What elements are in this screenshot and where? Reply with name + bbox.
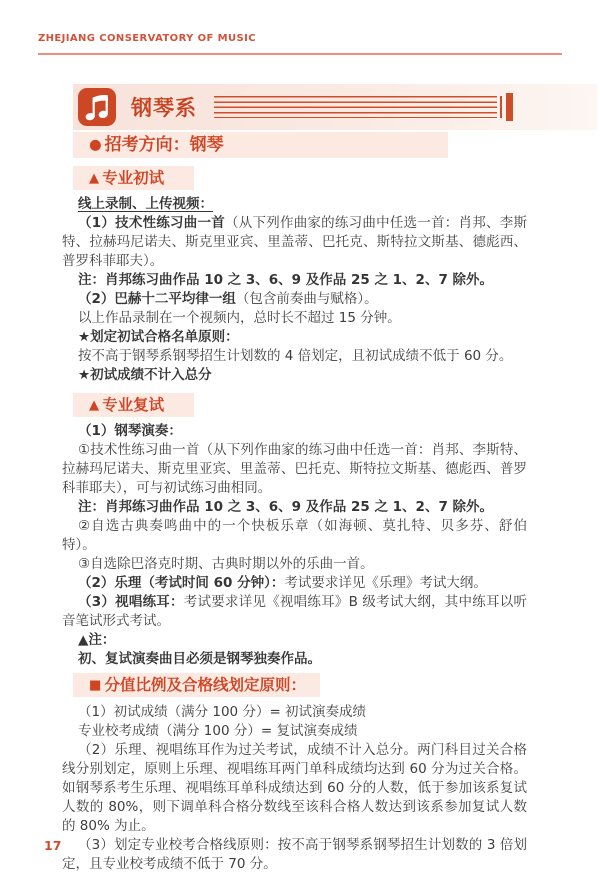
prelim-item-2 [62, 290, 527, 309]
retest-item-2-rest: 考试要求详见《乐理》考试大纲。 [284, 575, 487, 591]
prelim-item-1-rest: （从下列作曲家的练习曲中任选一首：肖邦、李斯特、拉赫玛尼诺夫、斯克里亚宾、里盖蒂、巴托克、斯特拉文斯基、德彪西、普罗科菲耶夫）。 [62, 215, 527, 269]
prelim-item-1-lead: （1）技术性练习曲一首 [78, 215, 226, 231]
retest-heading-bar [73, 393, 194, 417]
prelim-star-rule-detail: 按不高于钢琴系钢琴招生计划数的 4 倍划定，且初试成绩不低于 60 分。 [78, 348, 513, 364]
preliminary-exam-heading: 专业初试 [102, 168, 165, 187]
staff-lines [214, 96, 497, 119]
prelim-note: 注：肖邦练习曲作品 10 之 3、6、9 及作品 25 之 1、2、7 除外。 [78, 272, 494, 288]
scoring-p4: （3）划定专业校考合格线原则：按不高于钢琴系钢琴招生计划数的 3 倍划定，且专业校考成绩不低于 70 分。 [62, 837, 527, 872]
retest-heading: 专业复试 [102, 395, 165, 414]
content-column [62, 132, 527, 874]
department-title: 钢琴系 [131, 96, 197, 120]
preliminary-exam-heading-bar [73, 166, 194, 190]
retest-note2-detail: 初、复试演奏曲目必须是钢琴独奏作品。 [78, 651, 321, 667]
retest-item-3-lead: （3）视唱练耳： [78, 594, 184, 610]
retest-sub-2: ②自选古典奏鸣曲中的一个快板乐章（如海顿、莫扎特、贝多芬、舒伯特）。 [62, 518, 527, 553]
prelim-item-2-rest: （包含前奏曲与赋格）。 [235, 291, 378, 307]
circle-bullet-icon: ● [89, 136, 102, 153]
retest-item-1-heading: （1）钢琴演奏： [78, 423, 182, 439]
retest-note2-heading: ▲注： [78, 632, 116, 648]
prelim-video-note: 以上作品录制在一个视频内，总时长不超过 15 分钟。 [78, 310, 401, 326]
staff-thin-barline [500, 96, 502, 119]
scoring-p3: （2）乐理、视唱练耳作为过关考试，成绩不计入总分。两门科目过关合格线分别划定，原则上乐理、视唱练耳两门单科成绩均达到 60 分为过关合格。如钢琴系考生乐理、视唱练耳单科成绩达到 60 分的人数，低于参加该系复试人数的 80%，则下调单科合格分数线至该科合格人数达到该系参加复试人数的 80% 为止。 [62, 742, 527, 834]
masthead-divider [38, 53, 562, 55]
upload-note: 线上录制、上传视频： [78, 196, 213, 212]
prelim-item-1 [62, 214, 527, 271]
retest-item-3-rest: 考试要求详见《视唱练耳》B 级考试大纲，其中练耳以听音笔试形式考试。 [62, 594, 527, 629]
triangle-bullet-icon: ▲ [89, 170, 100, 186]
department-banner [73, 84, 597, 130]
prelim-item-2-lead: （2）巴赫十二平均律一组 [78, 291, 236, 307]
retest-sub-1: ①技术性练习曲一首（从下列作曲家的练习曲中任选一首：肖邦、李斯特、拉赫玛尼诺夫、斯克里亚宾、里盖蒂、巴托克、斯特拉文斯基、德彪西、普罗科菲耶夫），可与初试练习曲相同。 [62, 442, 527, 496]
triangle-bullet-icon: ▲ [89, 397, 100, 413]
music-note-icon [78, 88, 116, 126]
scoring-p1: （1）初试成绩（满分 100 分）= 初试演奏成绩 [78, 704, 367, 720]
scoring-p2: 专业校考成绩（满分 100 分）= 复试演奏成绩 [78, 723, 358, 739]
page-number: 17 [44, 838, 62, 853]
scoring-heading: 分值比例及合格线划定原则： [104, 675, 306, 694]
staff-final-barline [506, 93, 513, 121]
admission-direction-bar [73, 132, 448, 158]
retest-item-2 [62, 574, 527, 593]
admission-direction-label: 招考方向：钢琴 [104, 134, 224, 155]
retest-item-2-lead: （2）乐理（考试时间 60 分钟）： [78, 575, 285, 591]
prelim-star-note: ★初试成绩不计入总分 [78, 367, 212, 383]
masthead-brand: ZHEJIANG CONSERVATORY OF MUSIC [38, 33, 257, 44]
prelim-star-rule-heading: ★划定初试合格名单原则： [78, 329, 239, 345]
scoring-heading-bar [73, 673, 320, 697]
square-bullet-icon: ■ [89, 677, 102, 693]
retest-note: 注：肖邦练习曲作品 10 之 3、6、9 及作品 25 之 1、2、7 除外。 [78, 499, 494, 515]
retest-sub-3: ③自选除巴洛克时期、古典时期以外的乐曲一首。 [78, 556, 374, 572]
retest-item-3 [62, 593, 527, 631]
